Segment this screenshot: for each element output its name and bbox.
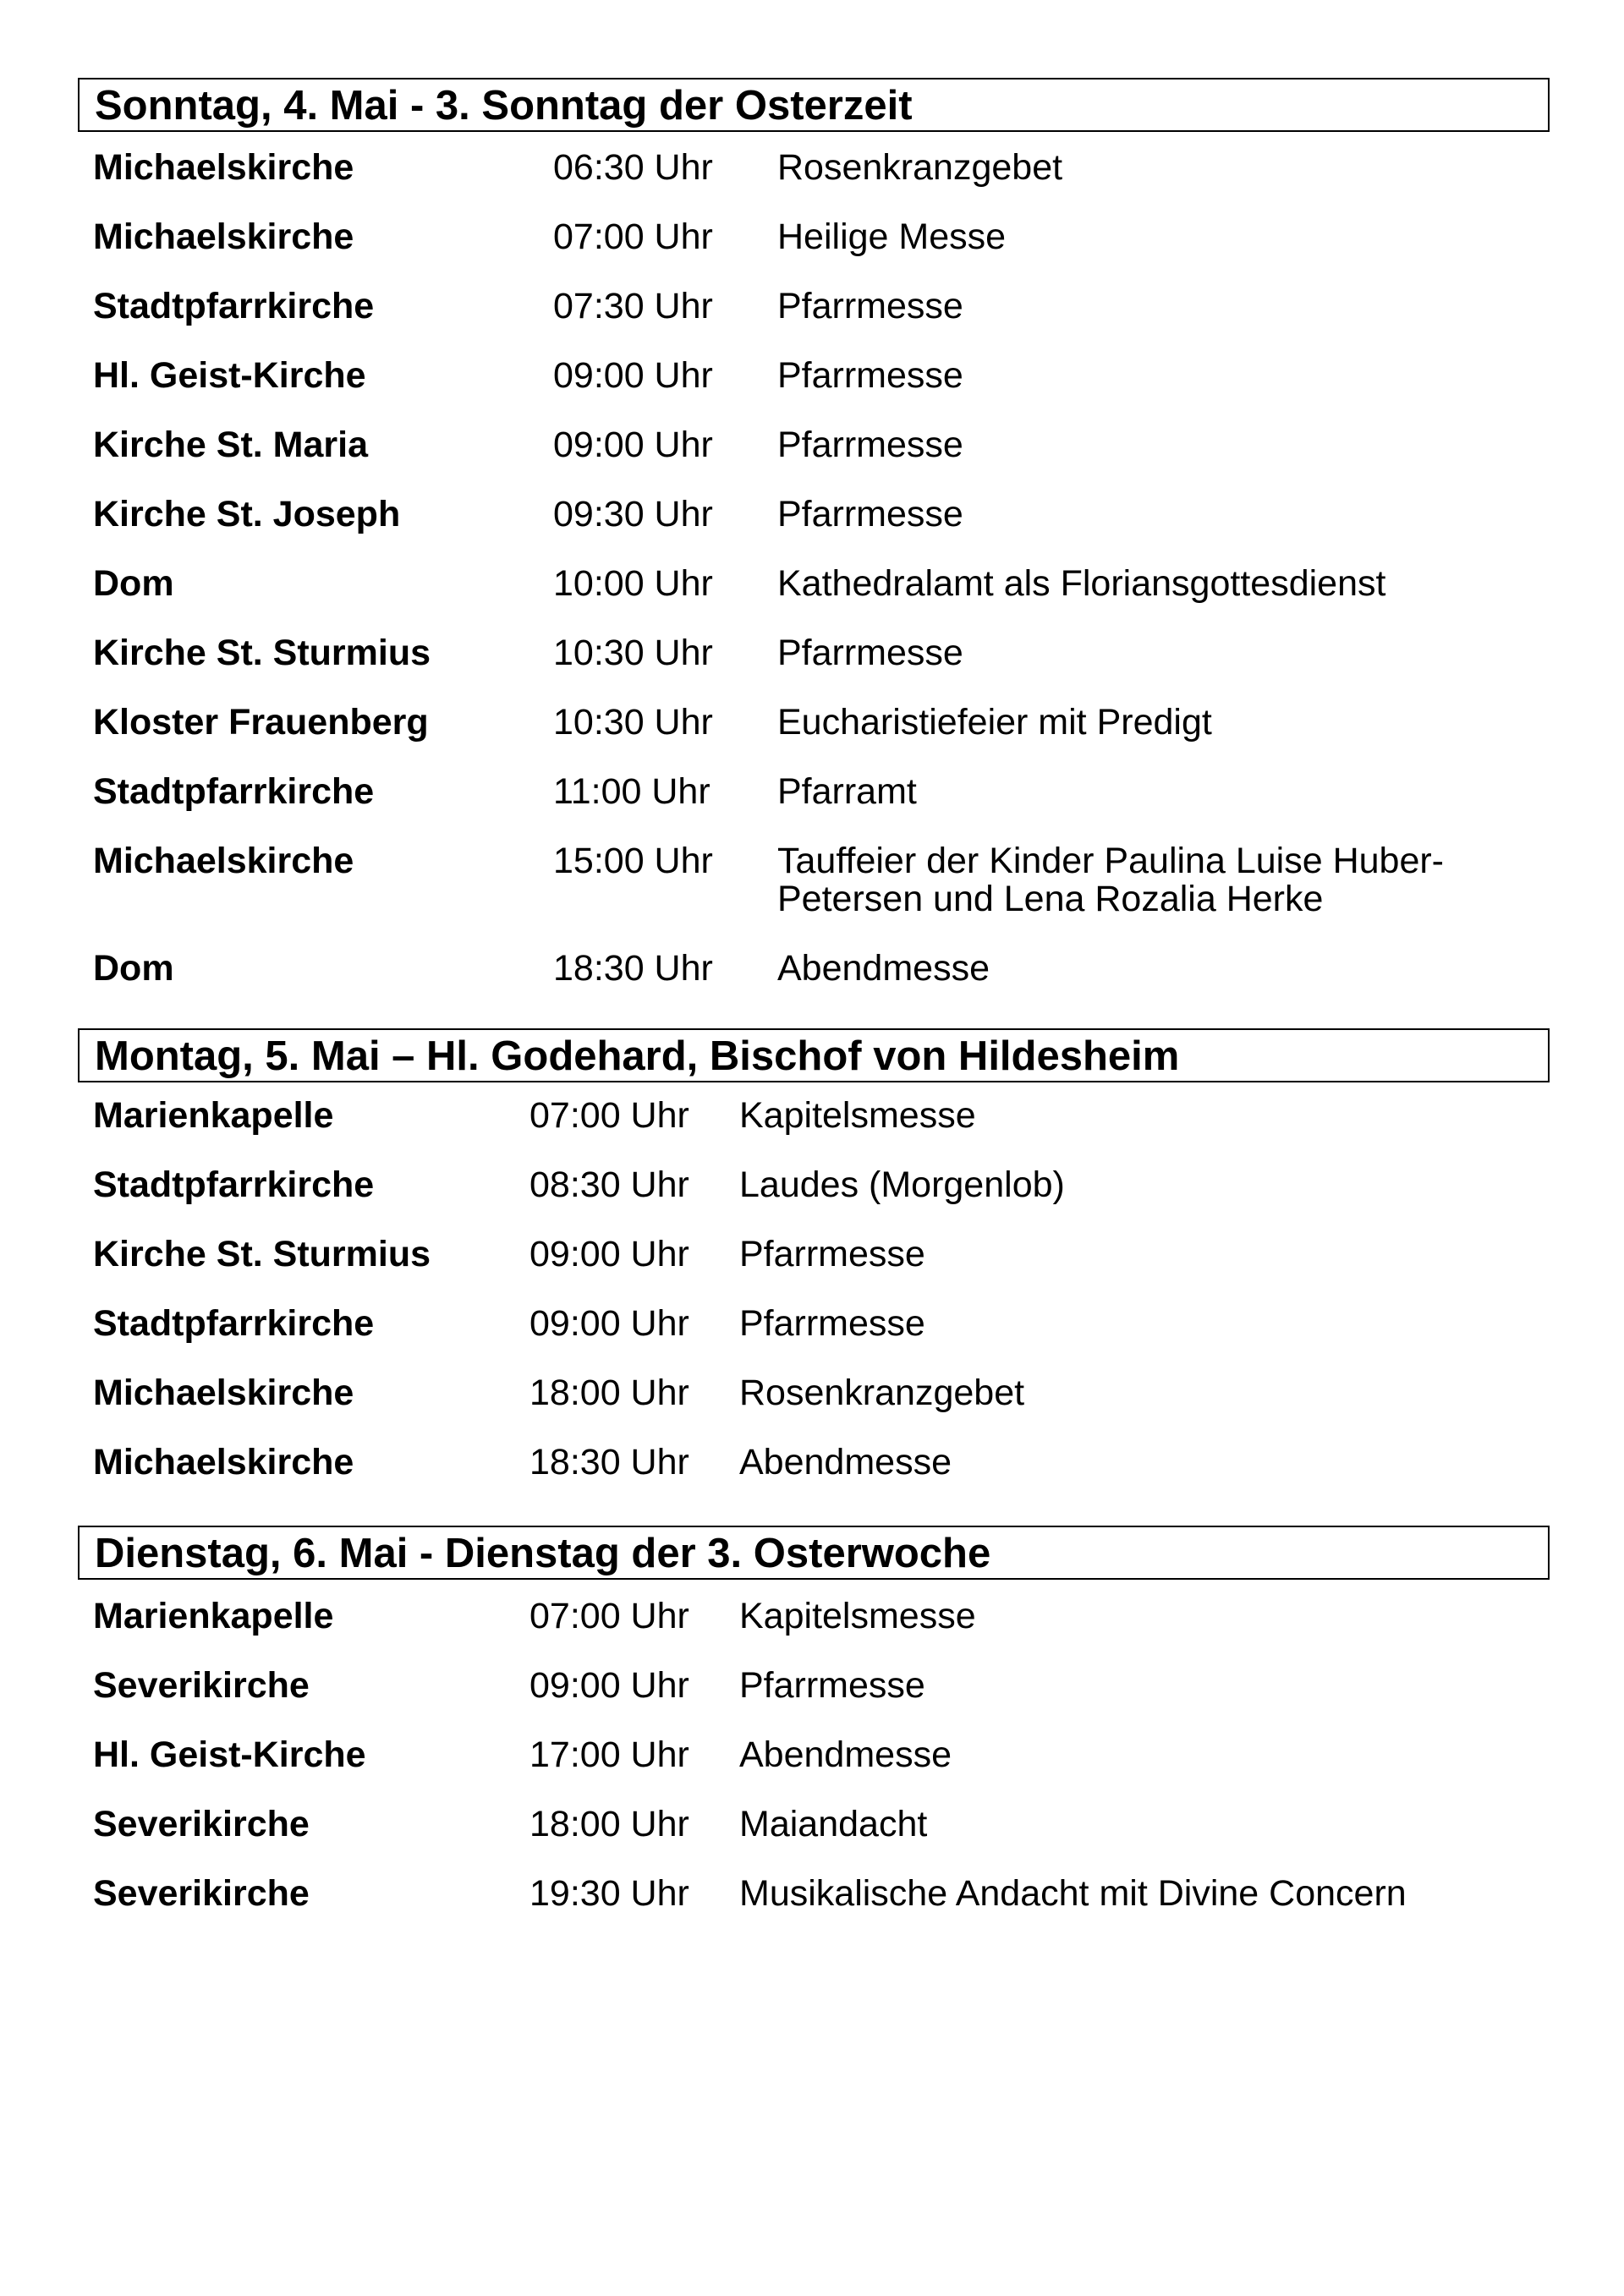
service-description: Musikalische Andacht mit Divine Concern xyxy=(739,1873,1407,1914)
service-time: 09:00 Uhr xyxy=(529,1665,689,1706)
service-description: Abendmesse xyxy=(739,1734,952,1775)
day-header: Dienstag, 6. Mai - Dienstag der 3. Osterwoche xyxy=(78,1526,1550,1580)
service-description: Heilige Messe xyxy=(777,216,1007,257)
service-time: 07:00 Uhr xyxy=(553,216,713,257)
service-time: 09:00 Uhr xyxy=(553,355,713,396)
service-time: 09:00 Uhr xyxy=(553,425,713,465)
service-description: Pfarrmesse xyxy=(739,1665,925,1706)
service-time: 07:00 Uhr xyxy=(529,1095,689,1136)
church-name: Dom xyxy=(93,948,174,989)
service-description: Pfarrmesse xyxy=(777,286,963,326)
service-description-continuation: Petersen und Lena Rozalia Herke xyxy=(777,879,1324,919)
service-description: Pfarrmesse xyxy=(739,1303,925,1344)
service-time: 15:00 Uhr xyxy=(553,841,713,881)
service-description: Pfarrmesse xyxy=(777,425,963,465)
service-time: 18:30 Uhr xyxy=(553,948,713,989)
church-name: Severikirche xyxy=(93,1873,310,1914)
service-description: Abendmesse xyxy=(777,948,990,989)
service-time: 18:00 Uhr xyxy=(529,1373,689,1413)
day-header: Montag, 5. Mai – Hl. Godehard, Bischof von Hildesheim xyxy=(78,1028,1550,1082)
church-name: Kloster Frauenberg xyxy=(93,702,429,743)
service-time: 07:30 Uhr xyxy=(553,286,713,326)
service-description: Abendmesse xyxy=(739,1442,952,1482)
service-time: 17:00 Uhr xyxy=(529,1734,689,1775)
service-time: 07:00 Uhr xyxy=(529,1596,689,1636)
church-name: Stadtpfarrkirche xyxy=(93,771,375,812)
church-name: Stadtpfarrkirche xyxy=(93,1303,375,1344)
service-description: Eucharistiefeier mit Predigt xyxy=(777,702,1212,743)
service-description: Maiandacht xyxy=(739,1804,928,1844)
church-name: Kirche St. Sturmius xyxy=(93,1234,431,1274)
church-name: Michaelskirche xyxy=(93,216,354,257)
service-time: 10:00 Uhr xyxy=(553,563,713,604)
service-description: Tauffeier der Kinder Paulina Luise Huber- xyxy=(777,841,1445,881)
service-time: 09:30 Uhr xyxy=(553,494,713,534)
service-time: 18:30 Uhr xyxy=(529,1442,689,1482)
church-name: Kirche St. Joseph xyxy=(93,494,401,534)
church-name: Dom xyxy=(93,563,174,604)
service-description: Rosenkranzgebet xyxy=(739,1373,1025,1413)
church-name: Michaelskirche xyxy=(93,1373,354,1413)
service-description: Kathedralamt als Floriansgottesdienst xyxy=(777,563,1386,604)
day-header: Sonntag, 4. Mai - 3. Sonntag der Osterzeit xyxy=(78,78,1550,132)
church-name: Stadtpfarrkirche xyxy=(93,286,375,326)
church-name: Kirche St. Maria xyxy=(93,425,368,465)
service-time: 09:00 Uhr xyxy=(529,1234,689,1274)
service-time: 18:00 Uhr xyxy=(529,1804,689,1844)
service-time: 08:30 Uhr xyxy=(529,1164,689,1205)
service-time: 09:00 Uhr xyxy=(529,1303,689,1344)
church-name: Marienkapelle xyxy=(93,1095,334,1136)
day-section-montag xyxy=(78,1028,1550,1482)
service-time: 10:30 Uhr xyxy=(553,702,713,743)
church-name: Severikirche xyxy=(93,1665,310,1706)
service-description: Pfarrmesse xyxy=(777,355,963,396)
service-time: 06:30 Uhr xyxy=(553,147,713,188)
church-name: Michaelskirche xyxy=(93,841,354,881)
church-name: Hl. Geist-Kirche xyxy=(93,1734,366,1775)
church-name: Stadtpfarrkirche xyxy=(93,1164,375,1205)
church-name: Marienkapelle xyxy=(93,1596,334,1636)
service-time: 11:00 Uhr xyxy=(553,771,710,812)
church-name: Kirche St. Sturmius xyxy=(93,633,431,673)
service-description: Rosenkranzgebet xyxy=(777,147,1063,188)
service-time: 10:30 Uhr xyxy=(553,633,713,673)
service-description: Kapitelsmesse xyxy=(739,1596,976,1636)
church-name: Michaelskirche xyxy=(93,147,354,188)
day-section-dienstag xyxy=(78,1526,1550,1914)
church-name: Hl. Geist-Kirche xyxy=(93,355,366,396)
church-name: Severikirche xyxy=(93,1804,310,1844)
service-description: Kapitelsmesse xyxy=(739,1095,976,1136)
day-section-sonntag xyxy=(78,78,1550,989)
service-description: Pfarrmesse xyxy=(777,633,963,673)
church-name: Michaelskirche xyxy=(93,1442,354,1482)
service-description: Laudes (Morgenlob) xyxy=(739,1164,1065,1205)
service-description: Pfarrmesse xyxy=(777,494,963,534)
service-description: Pfarramt xyxy=(777,771,917,812)
service-description: Pfarrmesse xyxy=(739,1234,925,1274)
service-time: 19:30 Uhr xyxy=(529,1873,689,1914)
